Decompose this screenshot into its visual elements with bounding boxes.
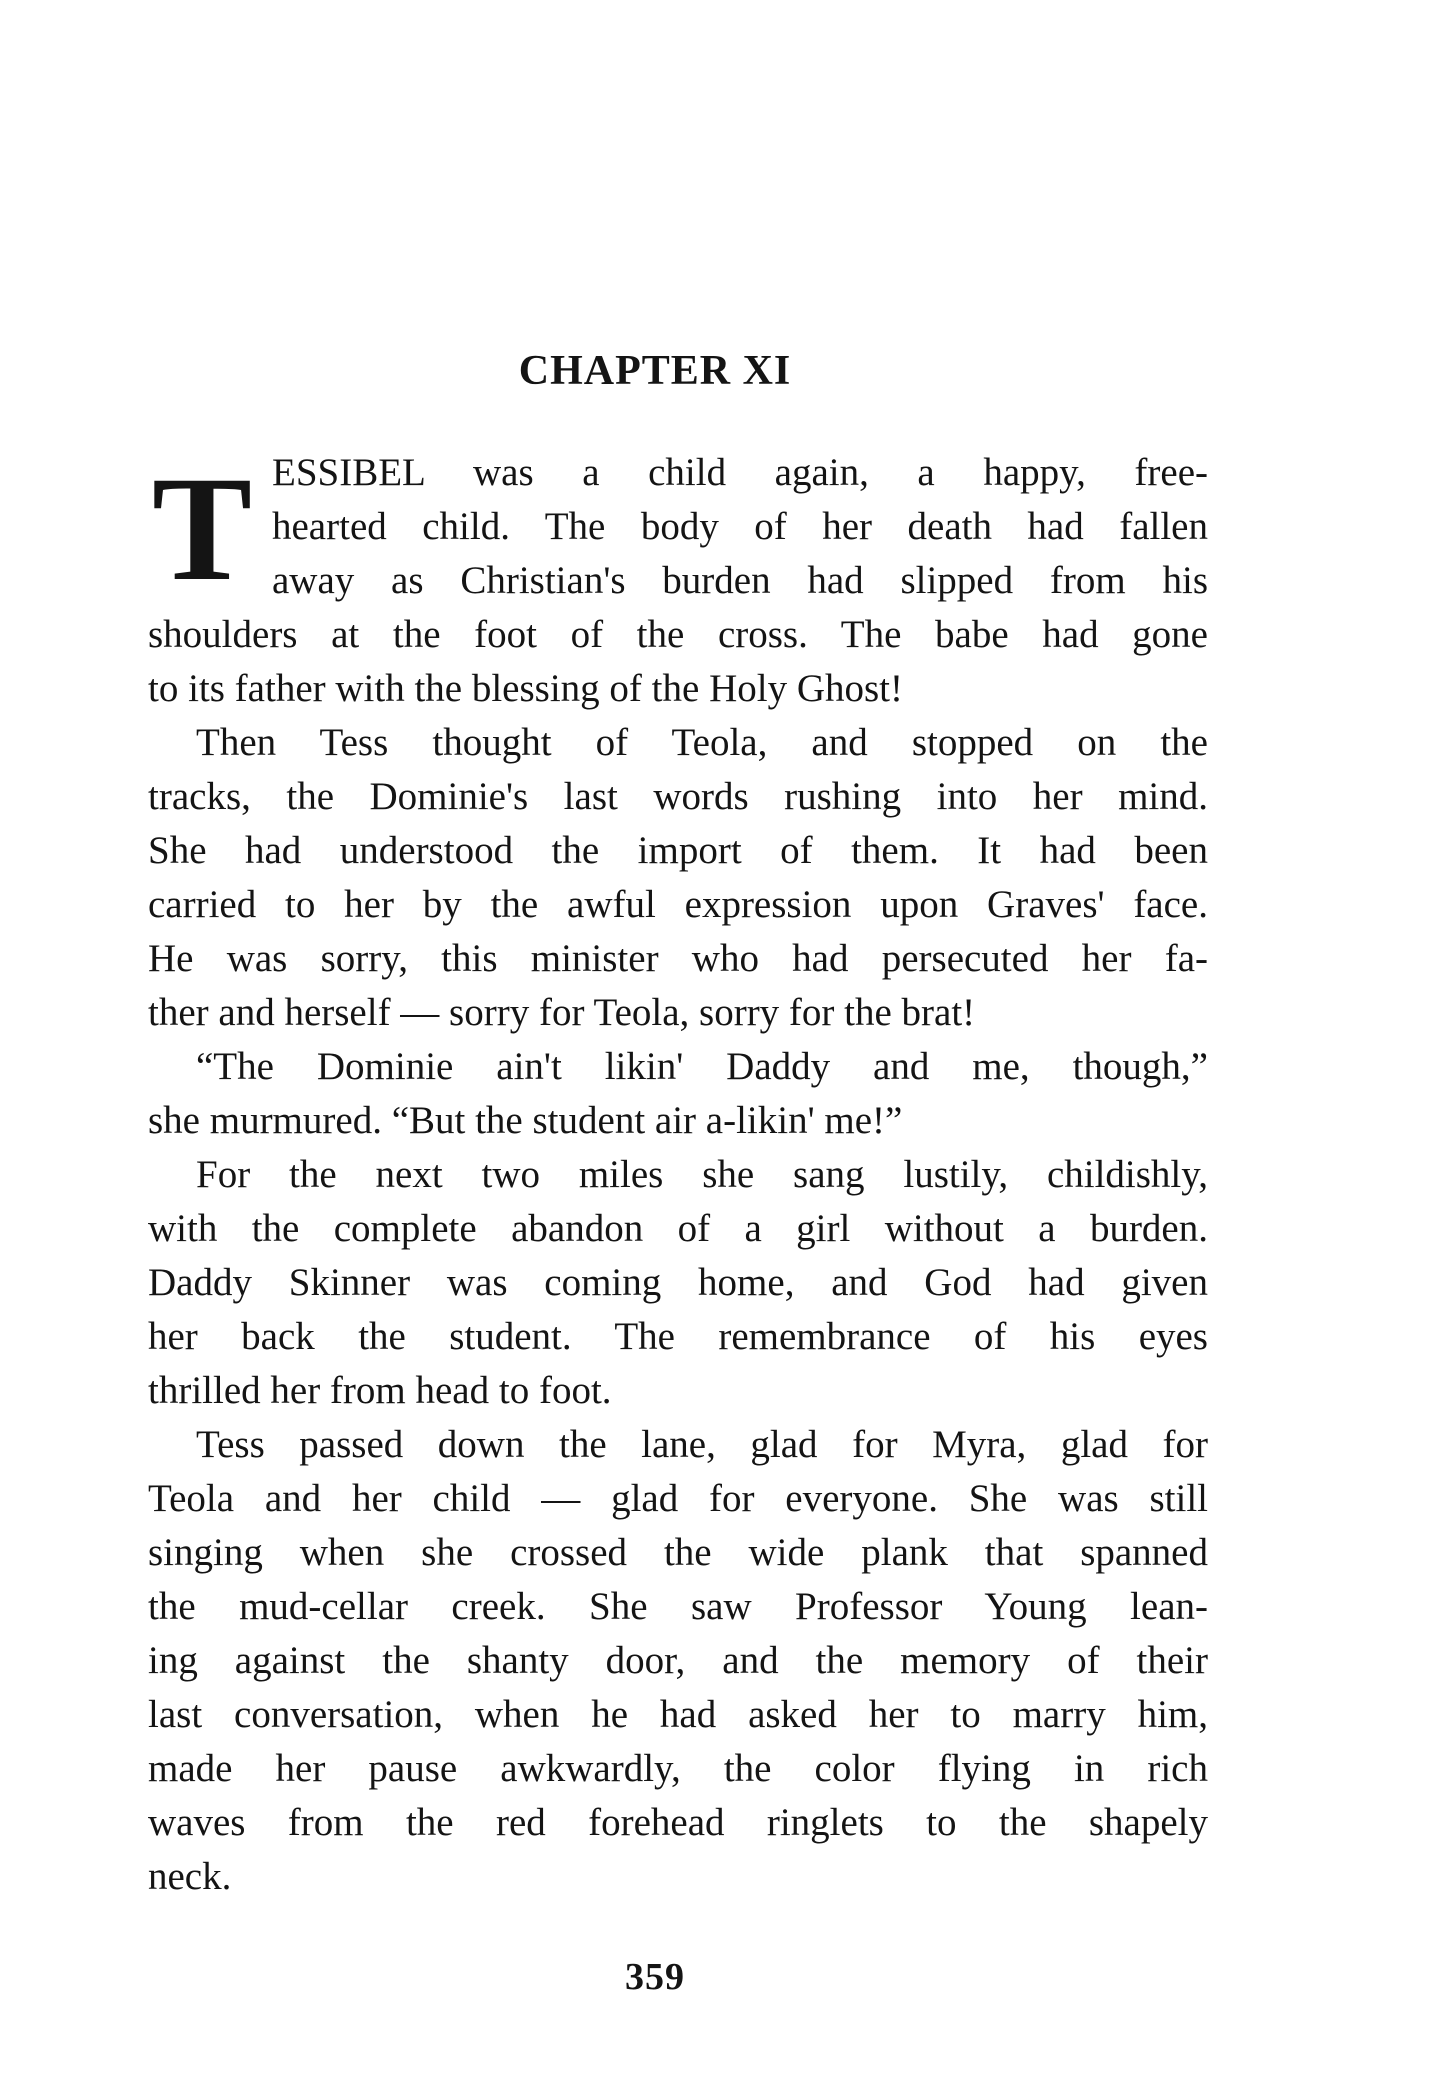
text-line: singing when she crossed the wide plank that spanned	[148, 1531, 1208, 1574]
text-line: last conversation, when he had asked her to marry him,	[148, 1693, 1208, 1736]
text-line: ESSIBEL was a child again, a happy, free-	[272, 451, 1208, 494]
text-line: He was sorry, this minister who had persecuted her fa-	[148, 937, 1208, 980]
paragraph-1	[148, 446, 1208, 716]
text-line: Teola and her child — glad for everyone. She was still	[148, 1477, 1208, 1520]
text-line: hearted child. The body of her death had fallen	[272, 505, 1208, 548]
text-line: away as Christian's burden had slipped from his	[272, 559, 1208, 602]
text-line: Daddy Skinner was coming home, and God had given	[148, 1261, 1208, 1304]
text-line: waves from the red forehead ringlets to the shapely	[148, 1801, 1208, 1844]
dropcap-row	[148, 446, 1208, 612]
text-line: made her pause awkwardly, the color flying in rich	[148, 1747, 1208, 1790]
text-line: Tess passed down the lane, glad for Myra, glad for	[196, 1423, 1208, 1466]
drop-cap: T	[152, 446, 253, 612]
text-line: with the complete abandon of a girl without a burden.	[148, 1207, 1208, 1250]
text-line: ther and herself — sorry for Teola, sorry for the brat!	[148, 991, 976, 1034]
text-line: carried to her by the awful expression upon Graves' face.	[148, 883, 1208, 926]
paragraph-2	[148, 716, 1208, 1040]
text-line: Then Tess thought of Teola, and stopped on the	[196, 721, 1208, 764]
text-line: She had understood the import of them. It had been	[148, 829, 1208, 872]
text-line: ing against the shanty door, and the memory of their	[148, 1639, 1208, 1682]
text-line: thrilled her from head to foot.	[148, 1369, 612, 1412]
text-line: to its father with the blessing of the Holy Ghost!	[148, 667, 903, 710]
paragraph-3	[148, 1040, 1208, 1148]
text-line: her back the student. The remembrance of his eyes	[148, 1315, 1208, 1358]
text-line: tracks, the Dominie's last words rushing into her mind.	[148, 775, 1208, 818]
text-line: the mud-cellar creek. She saw Professor Young lean-	[148, 1585, 1208, 1628]
paragraph-4	[148, 1148, 1208, 1418]
chapter-heading: CHAPTER XI	[518, 348, 792, 394]
page-number: 359	[625, 1956, 685, 1998]
text-line: she murmured. “But the student air a-likin' me!”	[148, 1099, 903, 1142]
text-line: neck.	[148, 1855, 232, 1898]
text-line: For the next two miles she sang lustily, childishly,	[196, 1153, 1208, 1196]
body-text	[148, 446, 1208, 1904]
text-line: shoulders at the foot of the cross. The babe had gone	[148, 613, 1208, 656]
paragraph-5	[148, 1418, 1208, 1904]
text-line: “The Dominie ain't likin' Daddy and me, though,”	[196, 1045, 1208, 1088]
